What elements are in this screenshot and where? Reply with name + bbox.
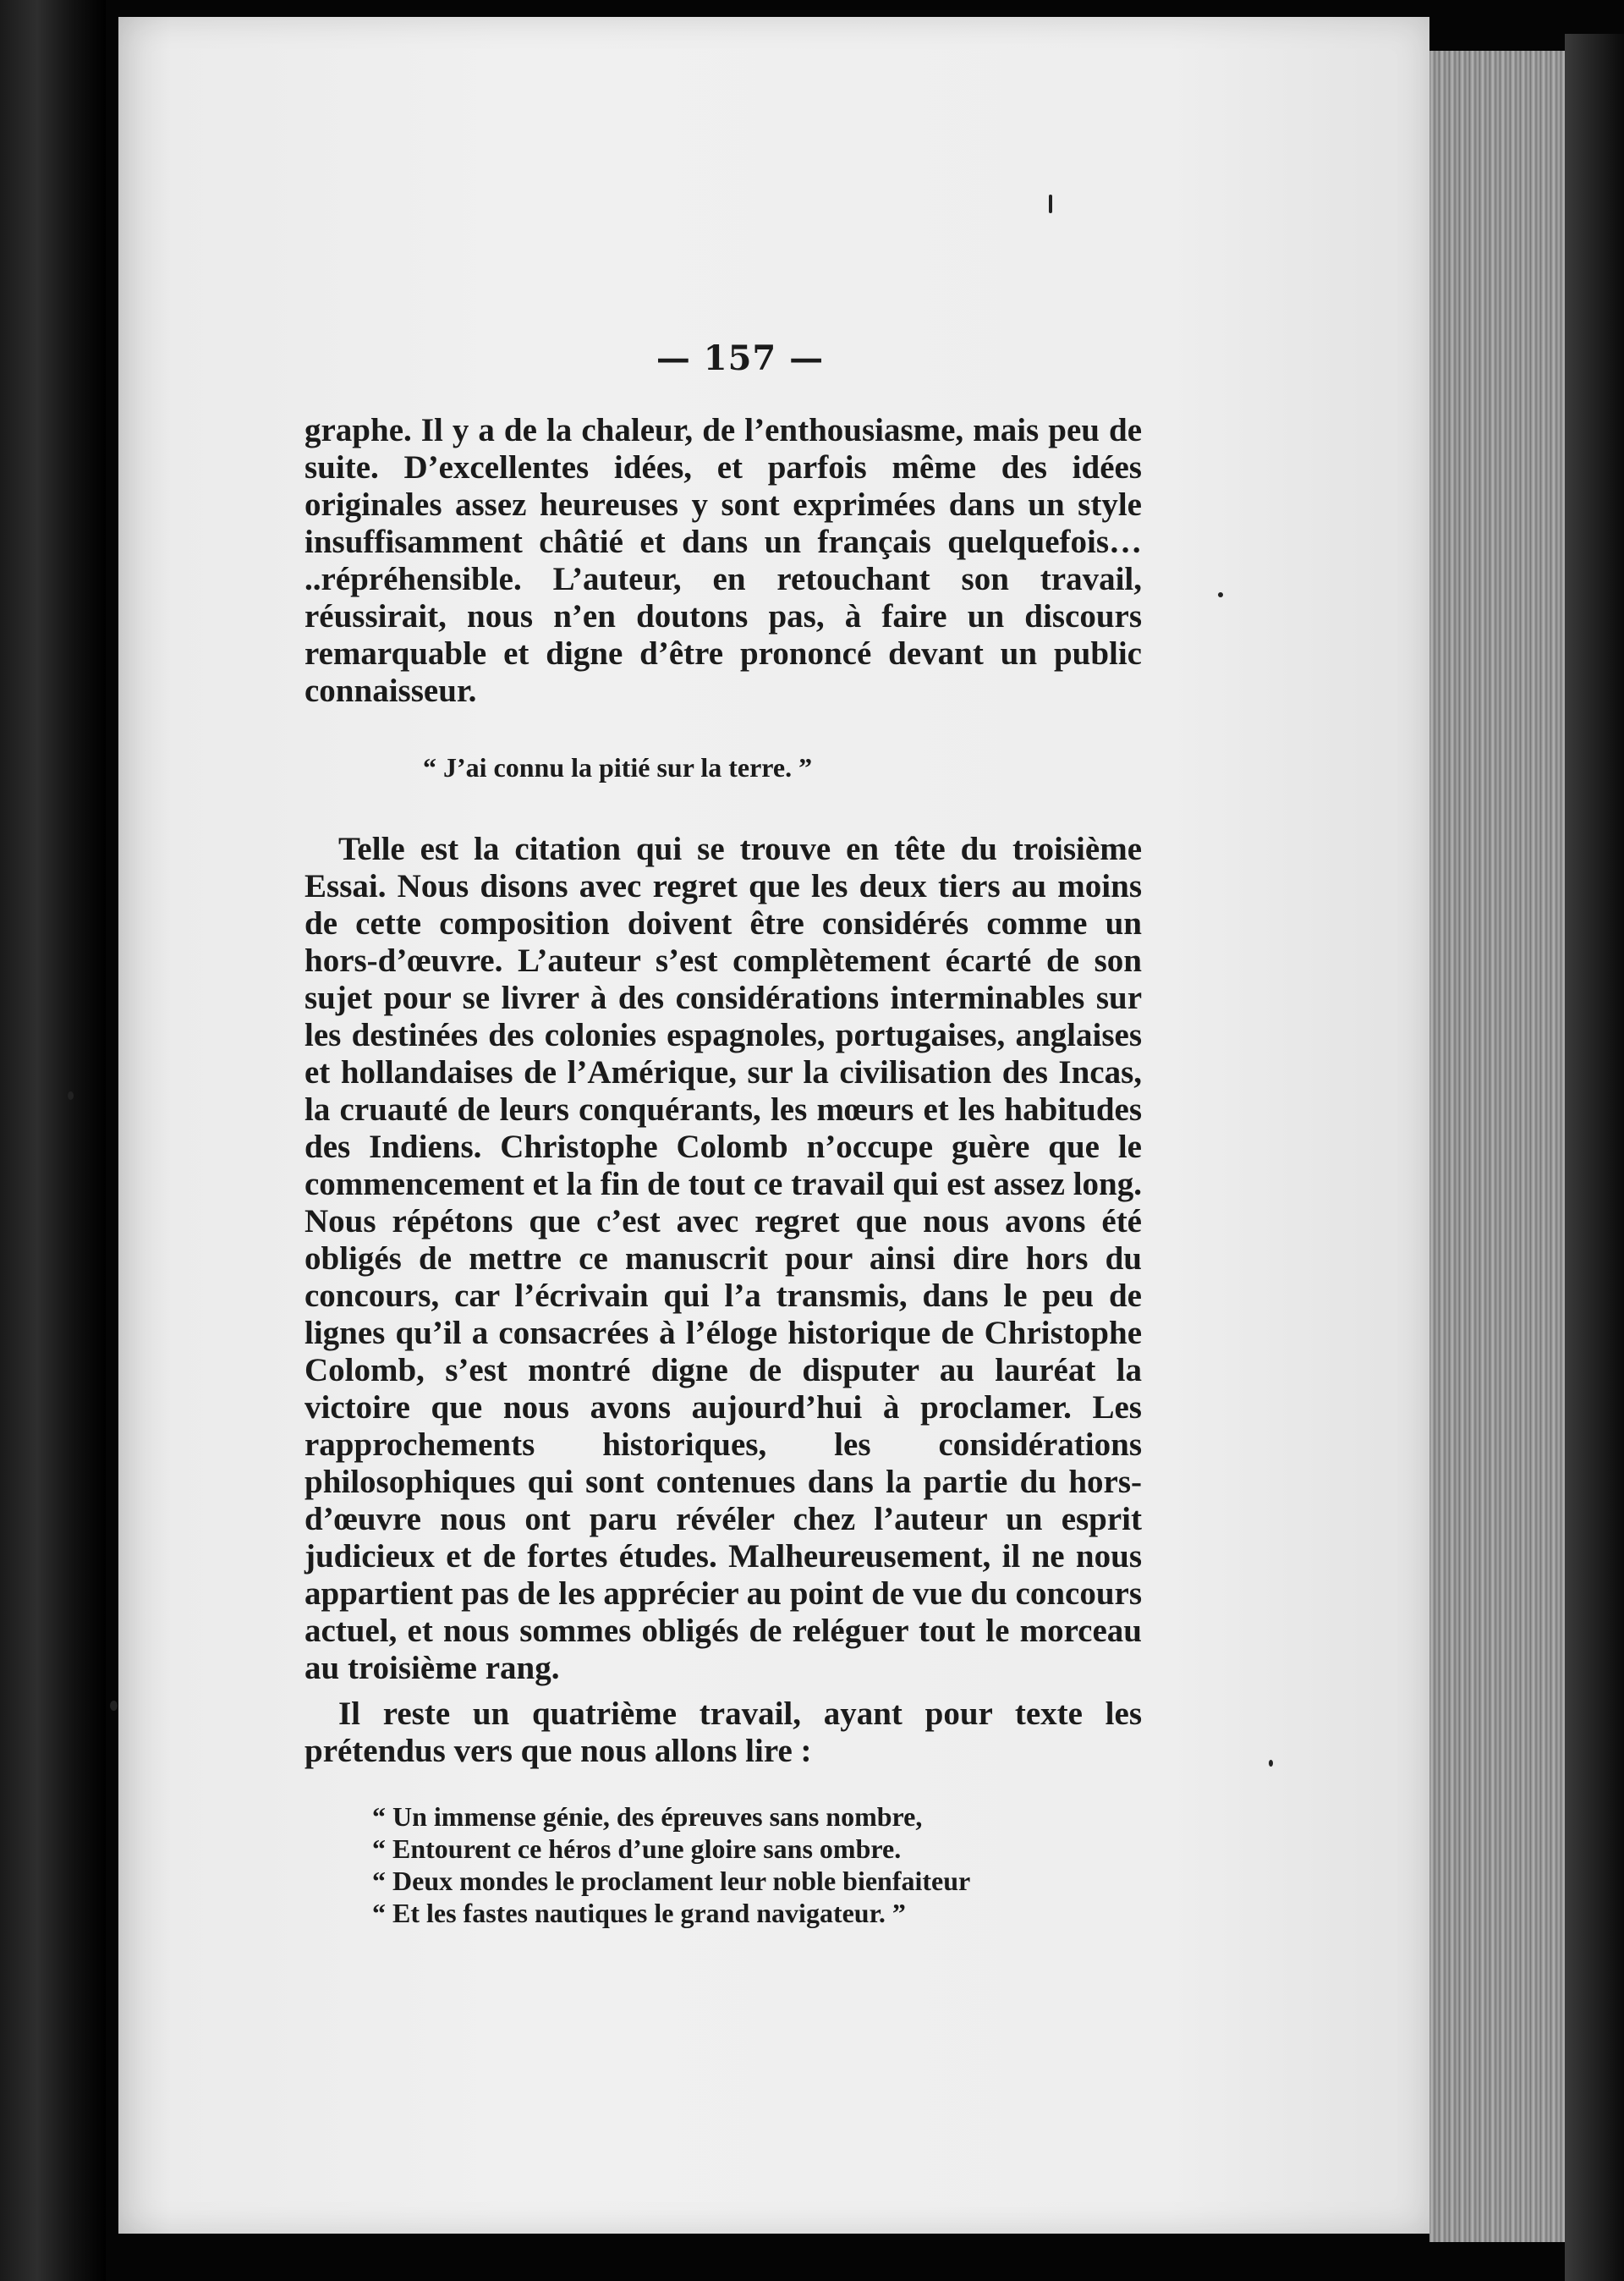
paragraph-1: graphe. Il y a de la chaleur, de l’enthousiasme, mais peu de suite. D’excellentes idées, et parfois même des idées originales assez heureuses y sont exprimées dans un style insuffisamment châtié et dans un français quelquefois… ..répréhensible. L’auteur, en retouchant son travail, réussirait, nous n’en doutons pas, à faire un discours remarquable et digne d’être prononcé devant un public connaisseur. [304, 412, 1142, 709]
page-number: — 157 — [656, 338, 825, 378]
speck [68, 1091, 74, 1100]
verse-line: “ Et les fastes nautiques le grand navigateur. ” [372, 1898, 906, 1928]
paragraph-2: Telle est la citation qui se trouve en tête du troisième Essai. Nous disons avec regret que les deux tiers au moins de cette composition doivent être considérés comme un hors-d’œuvre. L’auteur s’est complètement écarté de son sujet pour se livrer à des considérations interminables sur les destinées des colonies espagnoles, portugaises, anglaises et hollandaises de l’Amérique, sur la civilisation des Incas, la cruauté de leurs conquérants, les mœurs et les habitudes des Indiens. Christophe Colomb n’occupe guère que le commencement et la fin de tout ce travail qui est assez long. Nous répétons que c’est avec regret que nous avons été obligés de mettre ce manuscrit pour ainsi dire hors du concours, car l’écrivain qui l’a transmis, dans le peu de lignes qu’il a consacrées à l’éloge historique de Christophe Colomb, s’est montré digne de disputer au lauréat la victoire que nous avons aujourd’hui à proclamer. Les rapprochements historiques, les considérations philosophiques qui sont contenues dans la partie du hors-d’œuvre nous ont paru révéler chez l’auteur un esprit judicieux et de fortes études. Malheureusement, il ne nous appartient pas de les apprécier au point de vue du concours actuel, et nous sommes obligés de reléguer tout le morceau au troisième rang. [304, 831, 1142, 1686]
speck [110, 1701, 118, 1711]
verse-block [372, 1800, 1142, 1929]
binding-shadow [1565, 34, 1624, 2281]
speck [1218, 592, 1223, 597]
page-text [304, 338, 1142, 1929]
verse-line: “ Un immense génie, des épreuves sans nombre, [372, 1801, 923, 1832]
speck [1269, 1760, 1273, 1767]
paragraph-gap [304, 1687, 1142, 1696]
verse-line: “ Deux mondes le proclament leur noble bienfaiteur [372, 1866, 971, 1896]
paragraph-3: Il reste un quatrième travail, ayant pour texte les prétendus vers que nous allons lire : [304, 1696, 1142, 1769]
left-page-edge [0, 0, 106, 2281]
page-edges [1429, 51, 1565, 2242]
verse-line: “ Entourent ce héros d’une gloire sans ombre. [372, 1833, 902, 1864]
epigraph: “ J’ai connu la pitié sur la terre. ” [423, 752, 813, 783]
speck [1049, 195, 1052, 213]
